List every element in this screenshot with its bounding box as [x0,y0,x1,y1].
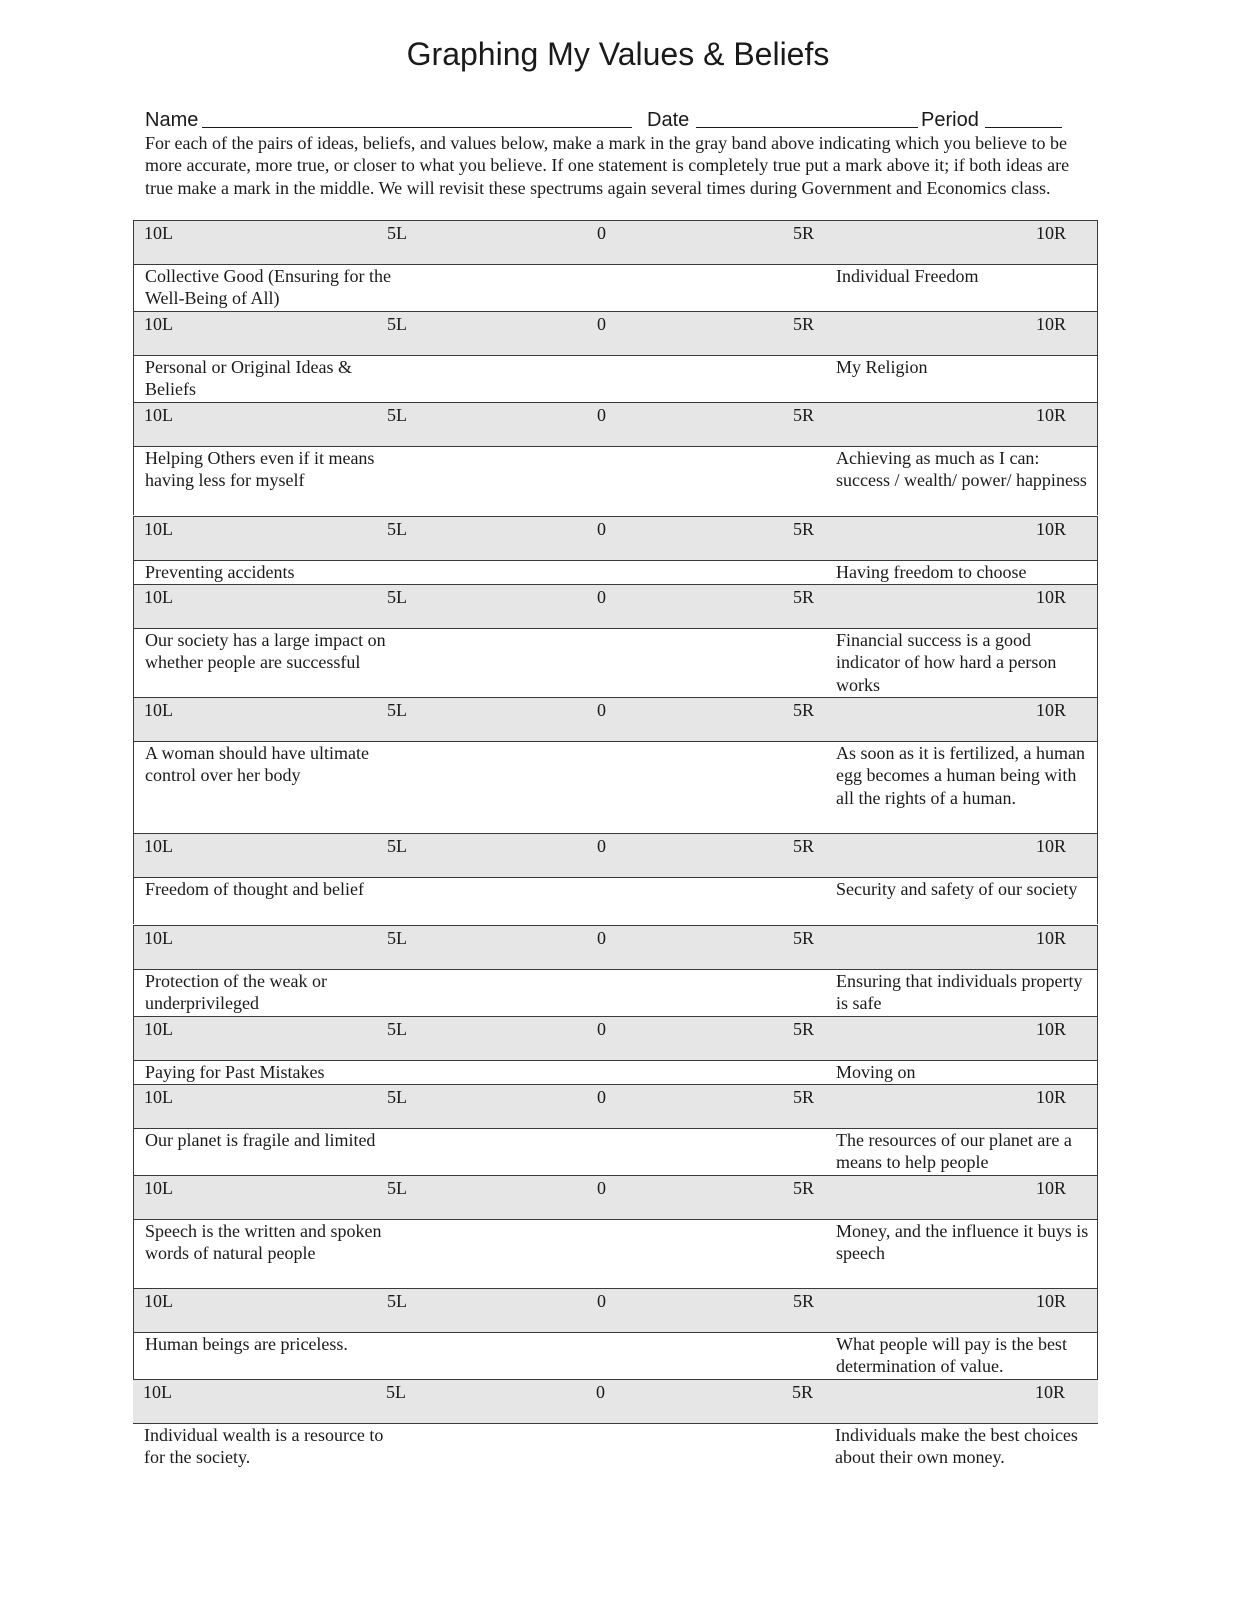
scale-label: 0 [596,1382,605,1402]
scale-label: 10L [144,1178,173,1198]
right-statement: Security and safety of our society [836,879,1078,899]
scale-label: 10L [144,1019,173,1039]
scale-label: 0 [597,1019,606,1039]
scale-label: 5R [793,519,815,539]
instructions: For each of the pairs of ideas, beliefs, and values below, make a mark in the gray band above indicating which you believe to be more accurate, more true, or closer to what you believe. If one statement is completely true put a mark above it; if both ideas are true make a mark in the middle. We will revisit these spectrums again several times during Government and Economics class. [145,133,1070,198]
spectrum-band[interactable] [133,1379,1098,1424]
scale-label: 5L [387,587,407,607]
scale-label: 5R [793,587,815,607]
spectrum-band[interactable] [133,1175,1098,1220]
scale-label: 0 [597,1291,606,1311]
statement-pair [133,265,1098,311]
spectrum-band[interactable] [133,402,1098,447]
left-statement: Preventing accidents [145,562,295,582]
statement-pair [133,878,1098,924]
spectrum-band[interactable] [133,925,1098,970]
left-statement: Personal or Original Ideas & Beliefs [145,357,352,400]
right-statement: Moving on [836,1062,916,1082]
right-statement: Achieving as much as I can: success / wealth/ power/ happiness [836,448,1087,491]
scale-label: 5R [793,836,815,856]
statement-pair [133,1424,1098,1504]
scale-label: 0 [597,314,606,334]
scale-label: 10R [1036,1291,1067,1311]
spectrum-band[interactable] [133,311,1098,356]
scale-label: 10R [1036,1087,1067,1107]
left-statement: Individual wealth is a resource to for the society. [144,1425,384,1468]
right-statement: Ensuring that individuals property is safe [836,971,1083,1014]
scale-label: 0 [597,1178,606,1198]
scale-label: 0 [597,1087,606,1107]
statement-pair [133,561,1098,584]
statement-pair [133,1061,1098,1084]
spectrum-band[interactable] [133,584,1098,629]
scale-label: 5R [793,1019,815,1039]
scale-label: 5R [793,700,815,720]
name-label: Name [145,109,199,131]
scale-label: 5L [387,1019,407,1039]
scale-label: 5R [793,928,815,948]
scale-label: 10L [144,1291,173,1311]
scale-label: 5L [387,1087,407,1107]
scale-label: 5R [793,1291,815,1311]
right-statement: Individual Freedom [836,266,979,286]
scale-label: 10R [1036,587,1067,607]
scale-label: 5L [387,928,407,948]
right-statement: Having freedom to choose [836,562,1027,582]
left-statement: Freedom of thought and belief [145,879,364,899]
right-statement: Individuals make the best choices about their own money. [835,1425,1078,1468]
scale-label: 10L [144,587,173,607]
spectrum-band[interactable] [133,1084,1098,1129]
spectrum-band[interactable] [133,516,1098,561]
left-statement: Our society has a large impact on whether people are successful [145,630,386,673]
scale-label: 0 [597,587,606,607]
left-statement: Collective Good (Ensuring for the Well-Being of All) [145,266,391,309]
statement-pair [133,1333,1098,1379]
statement-pair [133,742,1098,833]
right-statement: The resources of our planet are a means to help people [836,1130,1072,1173]
scale-label: 10L [144,928,173,948]
scale-label: 5L [387,405,407,425]
spectrum-band[interactable] [133,1016,1098,1061]
date-label: Date [647,109,690,131]
scale-label: 5L [387,836,407,856]
scale-label: 10R [1036,314,1067,334]
scale-label: 10R [1036,700,1067,720]
scale-label: 10L [144,314,173,334]
spectrum-band[interactable] [133,833,1098,878]
scale-label: 0 [597,928,606,948]
scale-label: 0 [597,223,606,243]
scale-label: 10L [144,223,173,243]
spectrum-band[interactable] [133,697,1098,742]
scale-label: 5L [387,223,407,243]
spectrum-band[interactable] [133,1288,1098,1333]
left-statement: Helping Others even if it means having less for myself [145,448,375,491]
right-statement: Money, and the influence it buys is speech [836,1221,1089,1264]
statement-pair [133,970,1098,1016]
scale-label: 10R [1035,1382,1066,1402]
scale-label: 10R [1036,836,1067,856]
scale-label: 10R [1036,1019,1067,1039]
scale-label: 10R [1036,928,1067,948]
left-statement: Speech is the written and spoken words of natural people [145,1221,382,1264]
scale-label: 5L [387,1178,407,1198]
scale-label: 10L [144,1087,173,1107]
right-statement: As soon as it is fertilized, a human egg becomes a human being with all the rights of a human. [836,743,1085,808]
right-statement: What people will pay is the best determination of value. [836,1334,1067,1377]
scale-label: 10R [1036,519,1067,539]
scale-label: 5L [386,1382,406,1402]
statement-pair [133,629,1098,697]
period-label: Period [921,109,979,131]
scale-label: 0 [597,700,606,720]
scale-label: 5R [793,405,815,425]
page-title: Graphing My Values & Beliefs [406,36,830,72]
scale-label: 5L [387,314,407,334]
left-statement: A woman should have ultimate control over her body [145,743,369,786]
scale-label: 10L [144,700,173,720]
scale-label: 10L [143,1382,172,1402]
scale-label: 0 [597,836,606,856]
left-statement: Protection of the weak or underprivileged [145,971,327,1014]
scale-label: 5R [793,314,815,334]
left-statement: Paying for Past Mistakes [145,1062,325,1082]
scale-label: 0 [597,405,606,425]
scale-label: 10R [1036,223,1067,243]
scale-label: 5R [793,223,815,243]
scale-label: 10L [144,836,173,856]
statement-pair [133,1129,1098,1175]
scale-label: 5R [793,1087,815,1107]
scale-label: 10R [1036,1178,1067,1198]
scale-label: 5L [387,700,407,720]
statement-pair [133,356,1098,402]
right-statement: My Religion [836,357,928,377]
spectrum-band[interactable] [133,220,1098,265]
scale-label: 0 [597,519,606,539]
scale-label: 5L [387,1291,407,1311]
scale-label: 5L [387,519,407,539]
left-statement: Our planet is fragile and limited [145,1130,376,1150]
scale-label: 10R [1036,405,1067,425]
left-statement: Human beings are priceless. [145,1334,348,1354]
scale-label: 5R [792,1382,814,1402]
scale-label: 10L [144,405,173,425]
statement-pair [133,447,1098,515]
scale-label: 5R [793,1178,815,1198]
statement-pair [133,1220,1098,1288]
right-statement: Financial success is a good indicator of how hard a person works [836,630,1057,695]
scale-label: 10L [144,519,173,539]
